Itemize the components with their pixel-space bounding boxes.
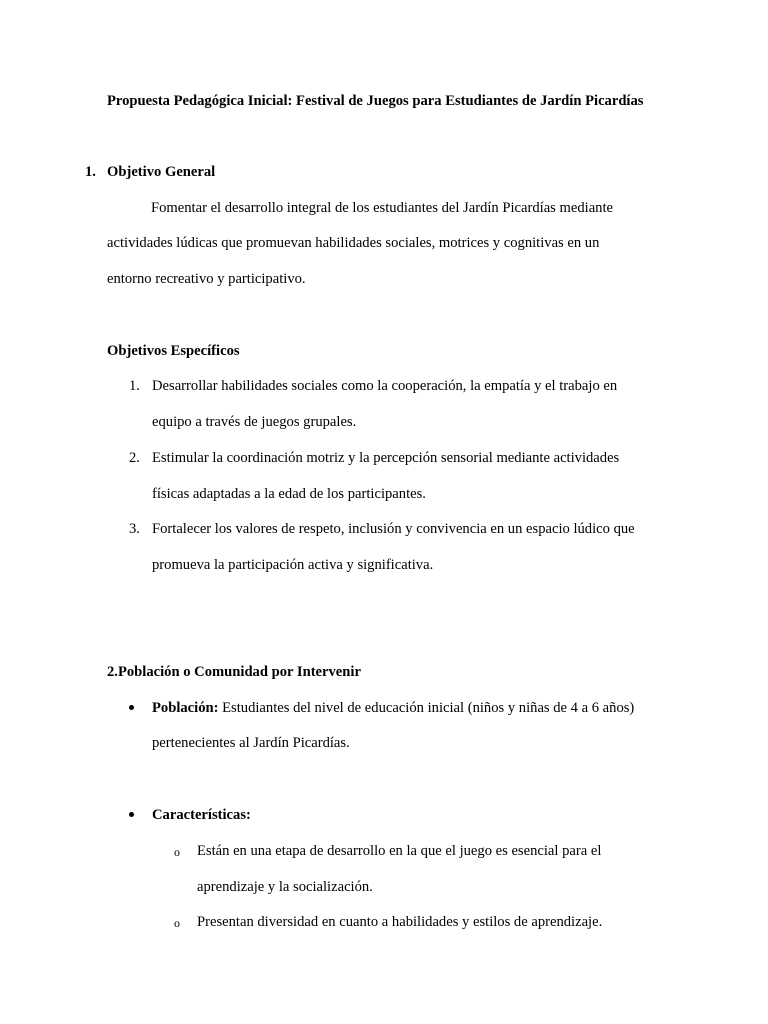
- specific-item-number: 2.: [129, 450, 140, 466]
- specific-item-number: 1.: [129, 378, 140, 394]
- poblacion-label: Población:: [152, 700, 219, 716]
- specific-item-line: Estimular la coordinación motriz y la percepción sensorial mediante actividades: [152, 450, 620, 466]
- caracteristicas-label: Características:: [152, 807, 251, 823]
- poblacion-line: pertenecientes al Jardín Picardías.: [152, 735, 350, 751]
- specific-item-line: equipo a través de juegos grupales.: [152, 414, 357, 430]
- caracteristicas-item-line: aprendizaje y la socialización.: [197, 879, 373, 895]
- specific-item-number: 3.: [129, 521, 140, 537]
- hollow-bullet-icon: o: [174, 916, 180, 930]
- caracteristicas-item-line: Están en una etapa de desarrollo en la que el juego es esencial para el: [197, 843, 602, 859]
- section1-paragraph-line: entorno recreativo y participativo.: [107, 271, 306, 287]
- poblacion-text: Estudiantes del nivel de educación inicial (niños y niñas de 4 a 6 años): [218, 700, 635, 716]
- section1-heading: Objetivo General: [107, 164, 216, 180]
- section1-paragraph-line: actividades lúdicas que promuevan habilidades sociales, motrices y cognitivas en un: [107, 235, 600, 251]
- bullet-icon: [129, 705, 134, 710]
- caracteristicas-item-line: Presentan diversidad en cuanto a habilidades y estilos de aprendizaje.: [197, 914, 603, 930]
- specific-objectives-heading: Objetivos Específicos: [107, 343, 240, 359]
- document-title: Propuesta Pedagógica Inicial: Festival de Juegos para Estudiantes de Jardín Picardías: [107, 93, 644, 109]
- specific-item-line: físicas adaptadas a la edad de los participantes.: [152, 486, 426, 502]
- bullet-icon: [129, 812, 134, 817]
- section2-heading: 2.Población o Comunidad por Intervenir: [107, 664, 361, 680]
- section1-number: 1.: [85, 164, 96, 180]
- section1-paragraph-line: Fomentar el desarrollo integral de los estudiantes del Jardín Picardías mediante: [151, 200, 613, 216]
- hollow-bullet-icon: o: [174, 845, 180, 859]
- specific-item-line: Desarrollar habilidades sociales como la cooperación, la empatía y el trabajo en: [152, 378, 618, 394]
- specific-item-line: promueva la participación activa y significativa.: [152, 557, 434, 573]
- poblacion-line: [152, 699, 634, 717]
- specific-item-line: Fortalecer los valores de respeto, inclusión y convivencia en un espacio lúdico que: [152, 521, 635, 537]
